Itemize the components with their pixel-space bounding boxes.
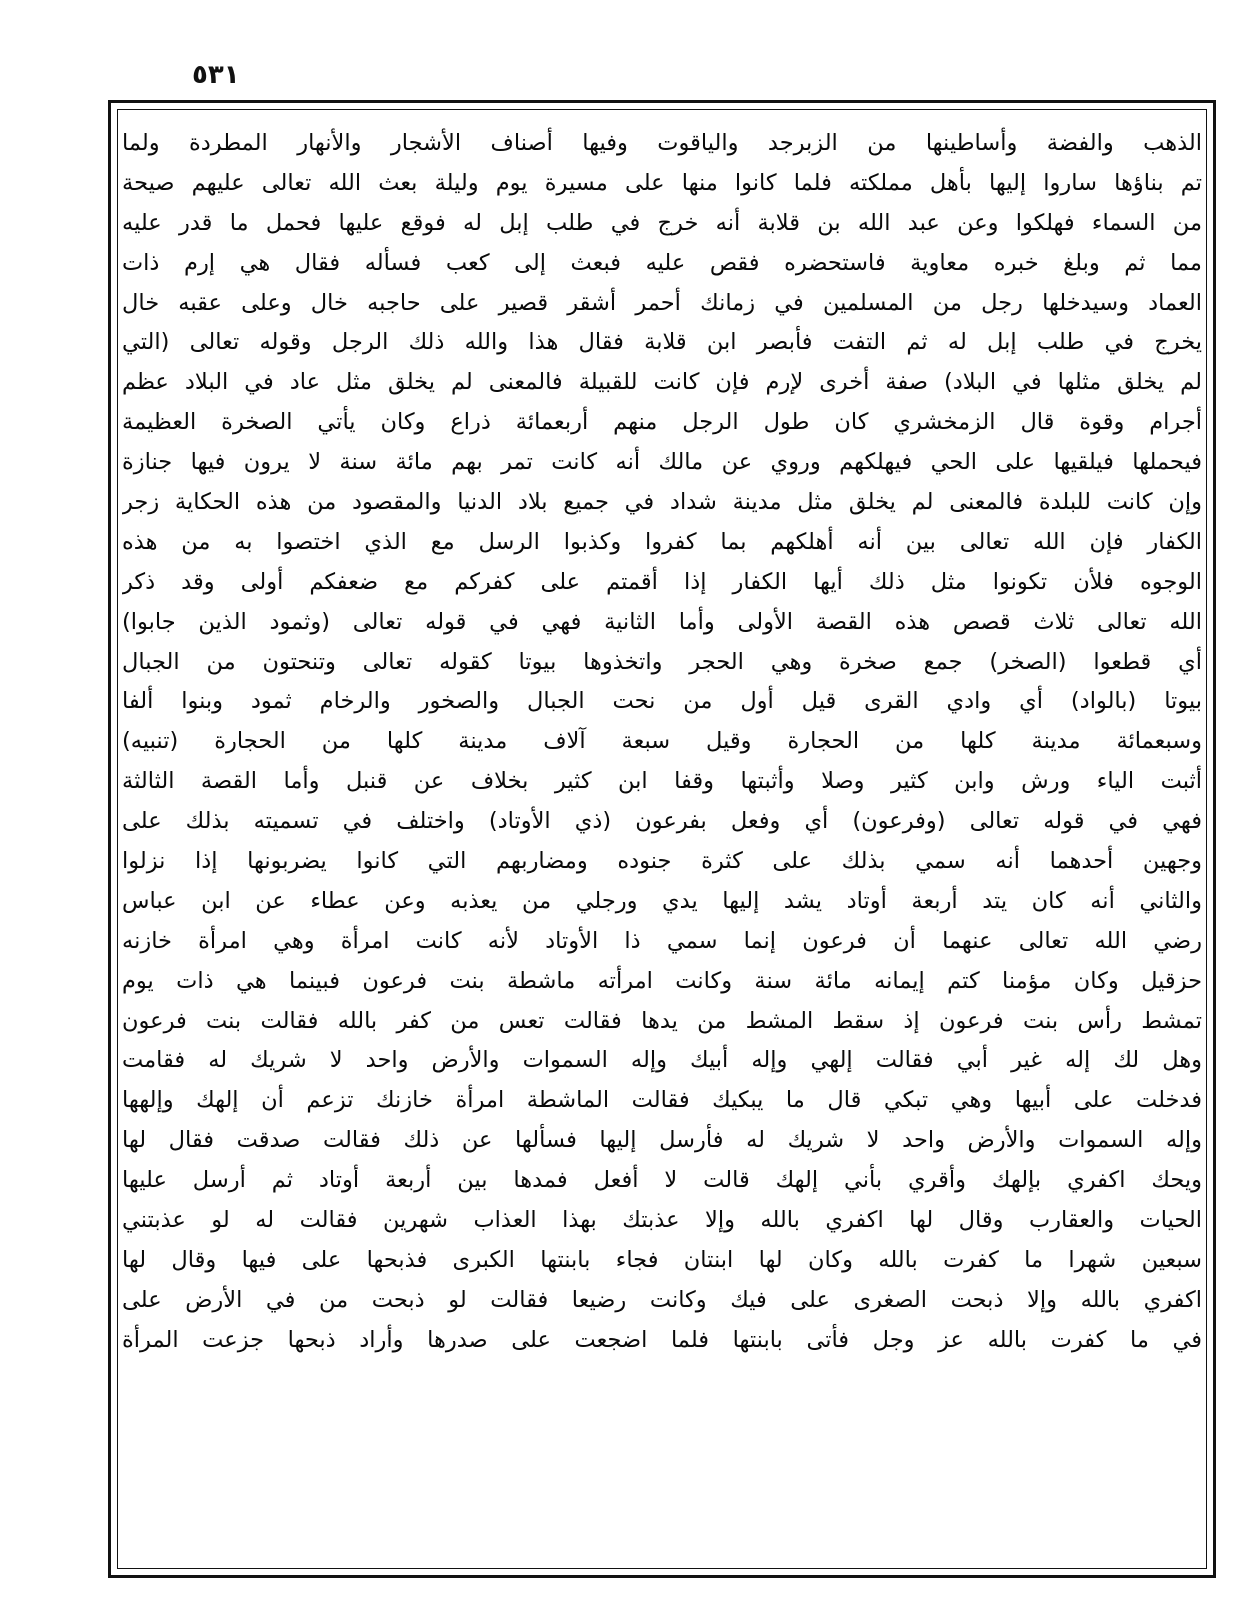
text-line: تم بناؤها ساروا إليها بأهل مملكته فلما كانوا منها على مسيرة يوم وليلة بعث الله تعالى عليهم صيحة	[122, 169, 1202, 196]
page-number: ٥٣١	[192, 60, 240, 90]
text-line: الذهب والفضة وأساطينها من الزبرجد والياقوت وفيها أصناف الأشجار والأنهار المطردة ولما	[122, 130, 1202, 156]
text-line: أثبت الياء ورش وابن كثير وصلا وأثبتها وقفا ابن كثير بخلاف عن قنبل وأما القصة الثالثة	[122, 768, 1202, 795]
text-line: اكفري بالله وإلا ذبحت الصغرى على فيك وكانت رضيعا فقالت لو ذبحت من في الأرض على	[122, 1286, 1202, 1313]
text-line: مما ثم وبلغ خبره معاوية فاستحضره فقص عليه فبعث إلى كعب فسأله فقال هي إرم ذات	[122, 249, 1202, 276]
text-line: والثاني أنه كان يتد أربعة أوتاد يشد إليها يدي ورجلي من يعذبه وعن عطاء عن ابن عباس	[122, 887, 1202, 914]
text-line: من السماء فهلكوا وعن عبد الله بن قلابة أنه خرج في طلب إبل له فوقع عليها فحمل ما قدر عليه	[122, 209, 1202, 236]
text-line: فهي في قوله تعالى (وفرعون) أي وفعل بفرعون (ذي الأوتاد) واختلف في تسميته بذلك على	[122, 808, 1202, 835]
text-line: أجرام وقوة قال الزمخشري كان طول الرجل منهم أربعمائة ذراع وكان يأتي الصخرة العظيمة	[122, 409, 1202, 436]
text-line: الوجوه فلأن تكونوا مثل ذلك أيها الكفار إذا أقمتم على كفركم مع ضعفكم أولى وقد ذكر	[122, 568, 1202, 595]
text-line: لم يخلق مثلها في البلاد) صفة أخرى لإرم فإن كانت للقبيلة فالمعنى لم يخلق مثل عاد في البلاد عظم	[122, 369, 1202, 396]
text-line: بيوتا (بالواد) أي وادي القرى قيل أول من نحت الجبال والصخور والرخام ثمود وبنوا ألفا	[122, 688, 1202, 715]
text-line	[122, 1361, 1202, 1401]
text-line: تمشط رأس بنت فرعون إذ سقط المشط من يدها فقالت تعس من كفر بالله فقالت بنت فرعون	[122, 1007, 1202, 1034]
text-line: ويحك اكفري بإلهك وأقري بأني إلهك قالت لا أفعل فمدها بين أربعة أوتاد ثم أرسل عليها	[122, 1167, 1202, 1194]
text-line: الكفار فإن الله تعالى بين أنه أهلكهم بما كفروا وكذبوا الرسل مع الذي اختصوا به من هذه	[122, 528, 1202, 555]
text-line: في ما كفرت بالله عز وجل فأتى بابنتها فلما اضجعت على صدرها وأراد ذبحها جزعت المرأة	[122, 1326, 1202, 1353]
text-line: حزقيل وكان مؤمنا كتم إيمانه مائة سنة وكانت امرأته ماشطة بنت فرعون فبينما هي ذات يوم	[122, 967, 1202, 994]
text-line: الحيات والعقارب وقال لها اكفري بالله وإلا عذبتك بهذا العذاب شهرين فقالت له لو عذبتني	[122, 1207, 1202, 1234]
text-line: وإن كانت للبلدة فالمعنى لم يخلق مثل مدينة شداد في جميع بلاد الدنيا والمقصود من هذه الحكاية زجر	[122, 489, 1202, 516]
text-line: رضي الله تعالى عنهما أن فرعون إنما سمي ذا الأوتاد لأنه كانت امرأة وهي امرأة خازنه	[122, 927, 1202, 954]
text-line: يخرج في طلب إبل له ثم التفت فأبصر ابن قلابة فقال هذا والله ذلك الرجل وقوله تعالى (التي	[122, 329, 1202, 356]
text-line: وسبعمائة مدينة كلها من الحجارة وقيل سبعة آلاف مدينة كلها من الحجارة (تنبيه)	[122, 728, 1202, 755]
text-line: وإله السموات والأرض واحد لا شريك له فأرسل إليها فسألها عن ذلك فقالت صدقت فقال لها	[122, 1127, 1202, 1154]
text-line: الله تعالى ثلاث قصص هذه القصة الأولى وأما الثانية فهي في قوله تعالى (وثمود الذين جابوا)	[122, 608, 1202, 635]
text-line: العماد وسيدخلها رجل من المسلمين في زمانك أحمر أشقر قصير على حاجبه خال وعلى عقبه خال	[122, 289, 1202, 316]
text-line: أي قطعوا (الصخر) جمع صخرة وهي الحجر واتخذوها بيوتا كقوله تعالى وتنحتون من الجبال	[122, 648, 1202, 675]
text-line: وهل لك إله غير أبي فقالت إلهي وإله أبيك وإله السموات والأرض واحد لا شريك له فقامت	[122, 1047, 1202, 1074]
text-line: فدخلت على أبيها وهي تبكي قال ما يبكيك فقالت الماشطة امرأة خازنك تزعم أن إلهك وإلهها	[122, 1087, 1202, 1114]
text-block	[122, 124, 1202, 1564]
text-line: سبعين شهرا ما كفرت بالله وكان لها ابنتان فجاء بابنتها الكبرى فذبحها على فيها وقال لها	[122, 1246, 1202, 1273]
text-line: وجهين أحدهما أنه سمي بذلك على كثرة جنوده ومضاربهم التي كانوا يضربونها إذا نزلوا	[122, 848, 1202, 875]
text-line: فيحملها فيلقيها على الحي فيهلكهم وروي عن مالك أنه كانت تمر بهم مائة سنة لا يرون فيها جنازة	[122, 449, 1202, 476]
